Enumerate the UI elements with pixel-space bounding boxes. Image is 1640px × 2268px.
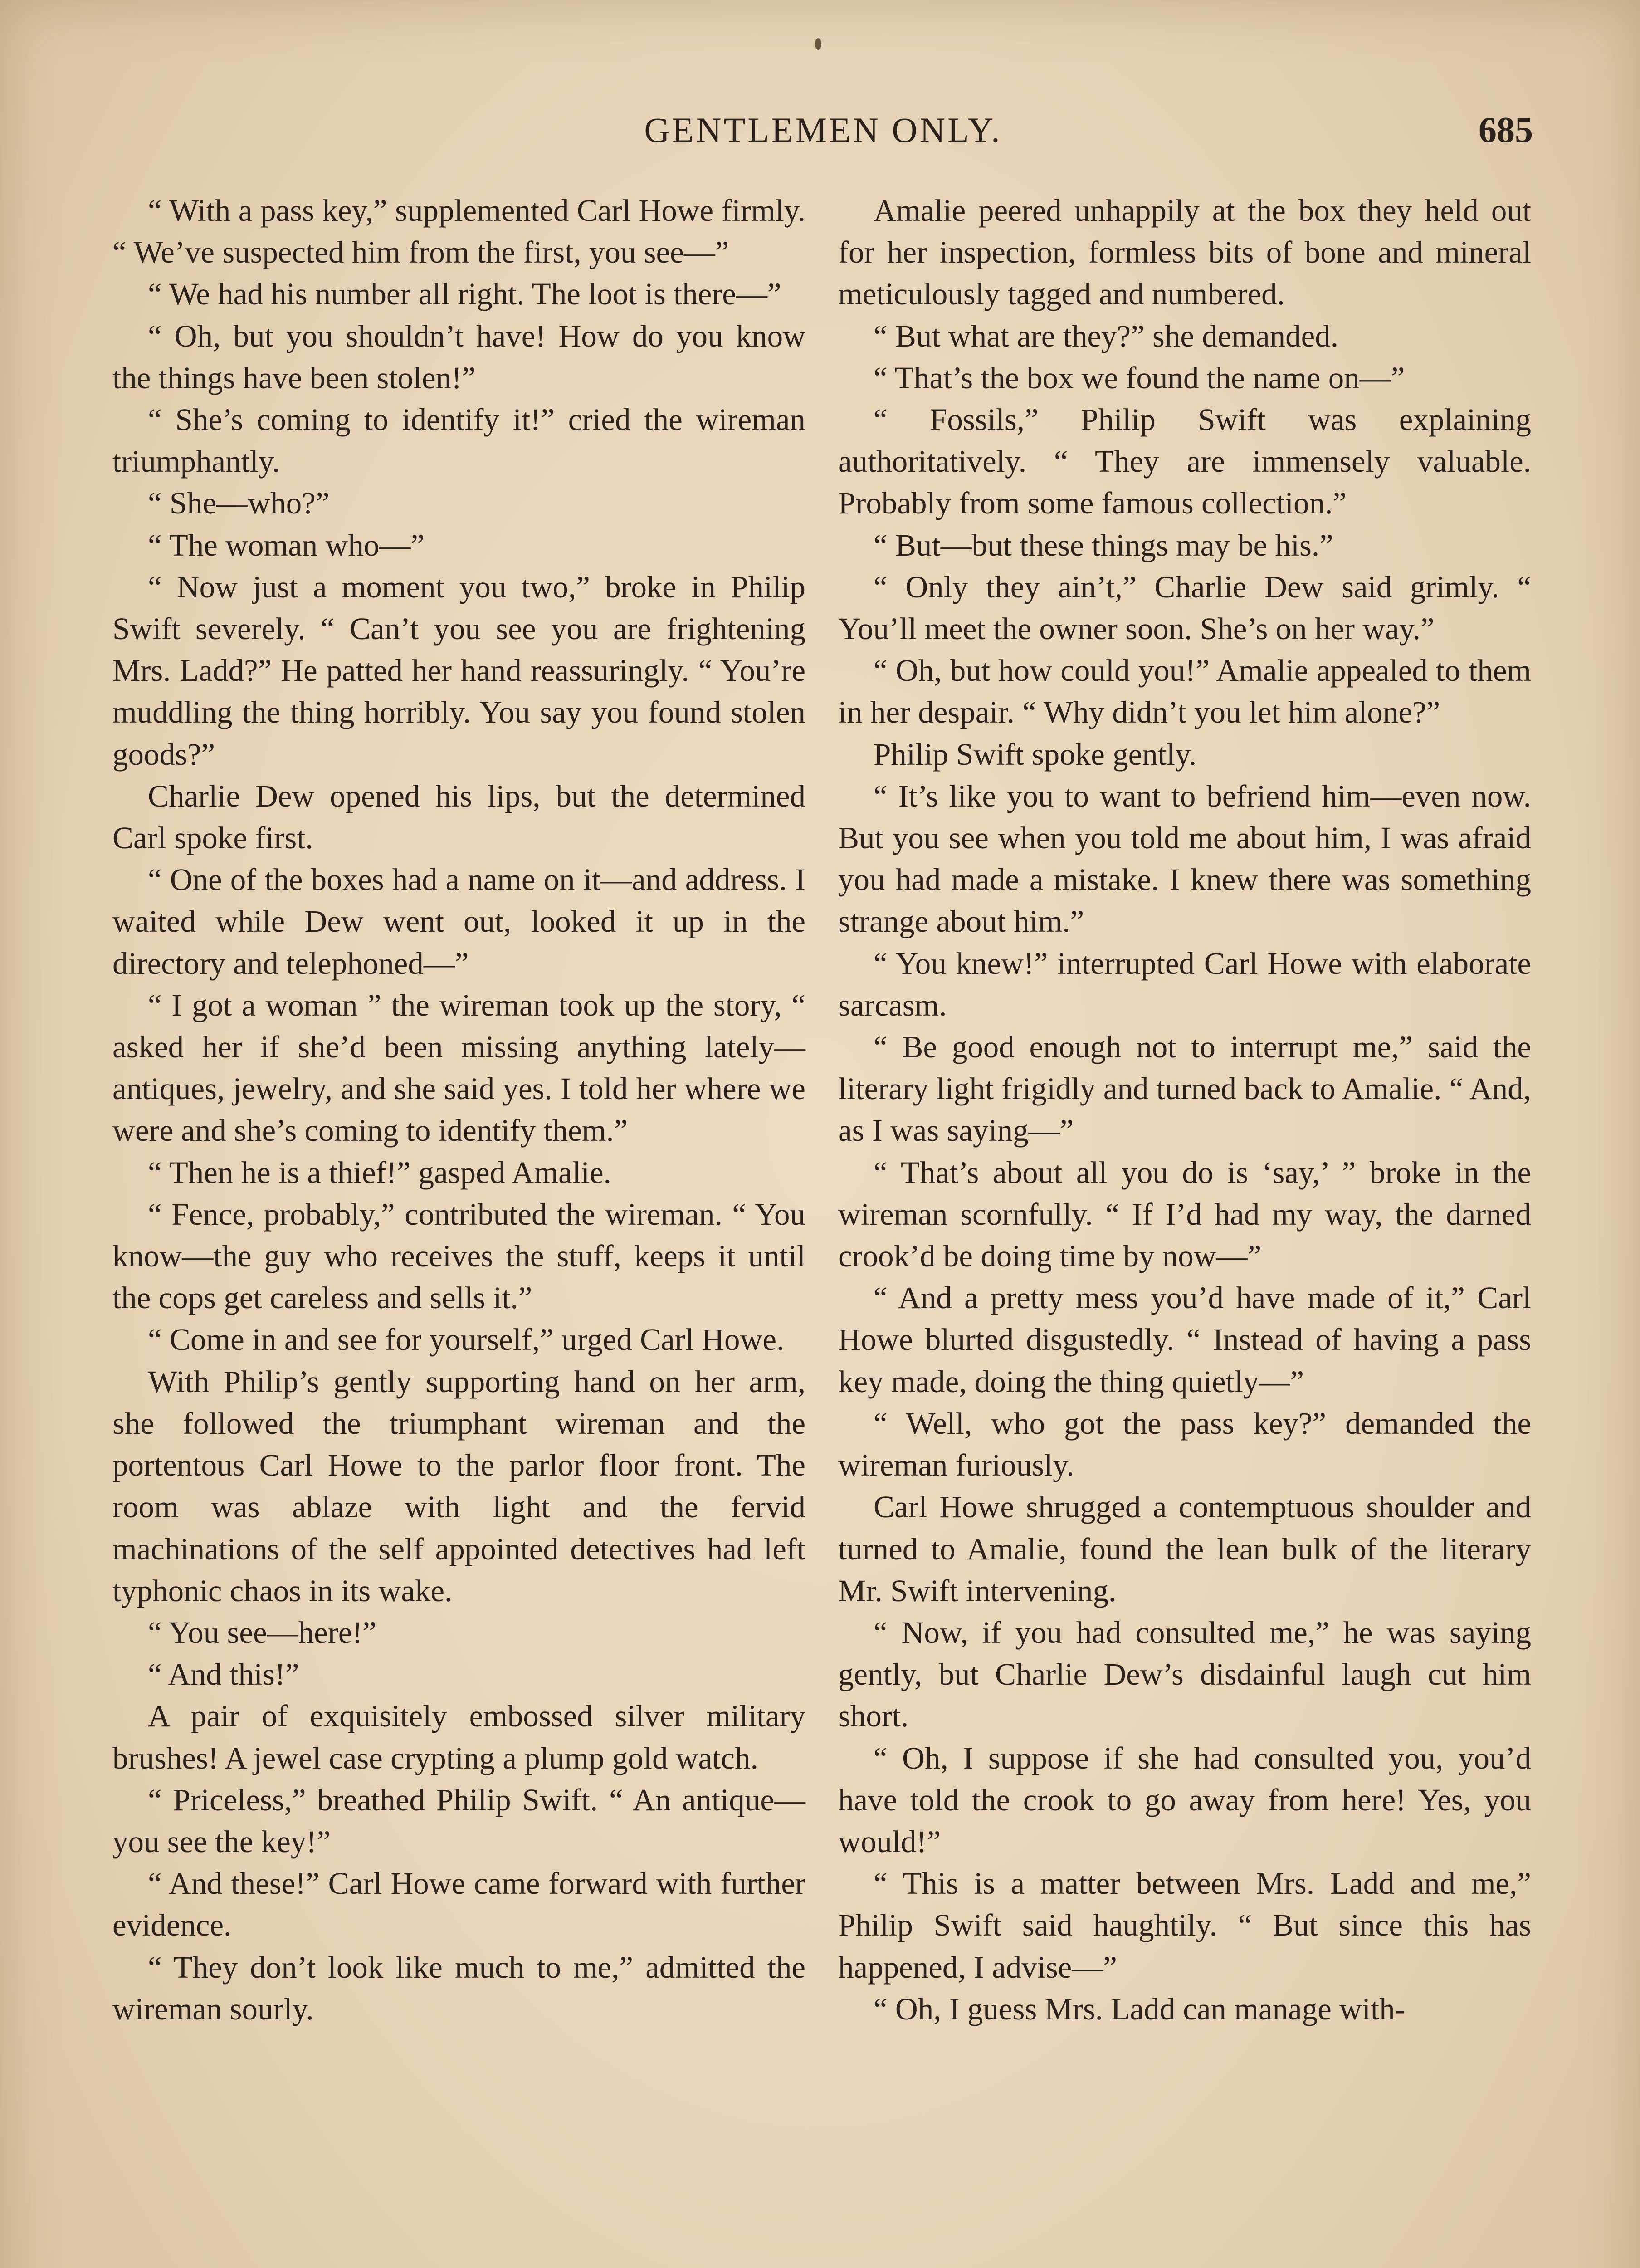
paragraph: “ Be good enough not to interrupt me,” said the literary light frigidly and turned back to Amalie. “ And, as I was saying—” <box>838 1030 1531 1148</box>
paragraph: Amalie peered unhappily at the box they held out for her inspection, formless bits of bone and mineral meticulously tagged and numbered. <box>838 193 1531 312</box>
paragraph: “ This is a matter between Mrs. Ladd and me,” Philip Swift said haughtily. “ But since this has happened, I advise—” <box>838 1866 1531 1984</box>
paragraph: “ It’s like you to want to befriend him—even now. But you see when you told me about him, I was afraid you had made a mistake. I knew there was something strange about him.” <box>838 778 1531 939</box>
paragraph: “ That’s the box we found the name on—” <box>874 360 1405 395</box>
paragraph: “ And a pretty mess you’d have made of it,” Carl Howe blurted disgustedly. “ Instead of having a pass key made, doing the thing quietly—” <box>838 1281 1531 1399</box>
left-text-column <box>112 190 805 2030</box>
paragraph: “ She—who?” <box>148 486 330 521</box>
paragraph: “ Fossils,” Philip Swift was explaining authoritatively. “ They are immensely valuable. Probably from some famous collection.” <box>838 402 1531 521</box>
right-text-column <box>838 190 1531 2030</box>
paragraph: “ I got a woman ” the wireman took up the story, “ asked her if she’d been missing anything lately—antiques, jewelry, and she said yes. I told her where we were and she’s coming to identify them.” <box>112 987 805 1148</box>
paragraph: “ Oh, but you shouldn’t have! How do you know the things have been stolen!” <box>112 318 805 395</box>
paragraph: “ One of the boxes had a name on it—and address. I waited while Dew went out, looked it up in the directory and telephoned—” <box>112 862 805 981</box>
paragraph: With Philip’s gently supporting hand on her arm, she followed the triumphant wireman and the portentous Carl Howe to the parlor floor front. The room was ablaze with light and the fervid machinations of the self appointed detectives had left typhonic chaos in its wake. <box>112 1364 805 1608</box>
ink-speck <box>815 38 821 50</box>
paragraph: “ Fence, probably,” contributed the wireman. “ You know—the guy who receives the stuff, keeps it until the cops get careless and sells it.” <box>112 1197 805 1315</box>
paragraph: “ With a pass key,” supplemented Carl Howe firmly. “ We’ve suspected him from the first, you see—” <box>112 193 805 270</box>
page-number: 685 <box>1479 110 1533 150</box>
paragraph: “ But what are they?” she demanded. <box>874 318 1338 353</box>
paragraph: “ The woman who—” <box>148 528 425 562</box>
paragraph: “ Now, if you had consulted me,” he was saying gently, but Charlie Dew’s disdainful laugh cut him short. <box>838 1615 1531 1734</box>
paragraph: Philip Swift spoke gently. <box>874 737 1197 772</box>
paragraph: Carl Howe shrugged a contemptuous shoulder and turned to Amalie, found the lean bulk of the literary Mr. Swift intervening. <box>838 1490 1531 1608</box>
paragraph: “ You knew!” interrupted Carl Howe with elaborate sarcasm. <box>838 946 1531 1022</box>
paragraph: “ Only they ain’t,” Charlie Dew said grimly. “ You’ll meet the owner soon. She’s on her way.” <box>838 569 1531 646</box>
paragraph: “ We had his number all right. The loot is there—” <box>148 277 781 312</box>
paragraph: “ And this!” <box>148 1657 299 1692</box>
paragraph: “ But—but these things may be his.” <box>874 528 1333 562</box>
paragraph: “ Now just a moment you two,” broke in Philip Swift severely. “ Can’t you see you are frightening Mrs. Ladd?” He patted her hand reassuringly. “ You’re muddling the thing horribly. You say you found stolen goods?” <box>112 569 805 772</box>
paragraph: A pair of exquisitely embossed silver military brushes! A jewel case crypting a plump gold watch. <box>112 1699 805 1775</box>
paragraph: “ That’s about all you do is ‘say,’ ” broke in the wireman scornfully. “ If I’d had my way, the darned crook’d be doing time by now—” <box>838 1155 1531 1274</box>
paragraph: “ She’s coming to identify it!” cried the wireman triumphantly. <box>112 402 805 479</box>
paragraph: “ You see—here!” <box>148 1615 376 1650</box>
paragraph: “ Then he is a thief!” gasped Amalie. <box>148 1155 611 1190</box>
running-header <box>113 105 1533 155</box>
paragraph: Charlie Dew opened his lips, but the determined Carl spoke first. <box>112 778 805 855</box>
paragraph: “ Oh, but how could you!” Amalie appealed to them in her despair. “ Why didn’t you let him alone?” <box>838 653 1531 730</box>
paragraph: “ Priceless,” breathed Philip Swift. “ An antique—you see the key!” <box>112 1782 805 1859</box>
page-title: GENTLEMEN ONLY. <box>644 110 1002 150</box>
paragraph: “ They don’t look like much to me,” admitted the wireman sourly. <box>112 1950 805 2026</box>
paragraph: “ Come in and see for yourself,” urged Carl Howe. <box>148 1322 785 1357</box>
paragraph: “ And these!” Carl Howe came forward with further evidence. <box>112 1866 805 1943</box>
paragraph: “ Well, who got the pass key?” demanded the wireman furiously. <box>838 1406 1531 1483</box>
paragraph: “ Oh, I suppose if she had consulted you, you’d have told the crook to go away from here! Yes, you would!” <box>838 1740 1531 1859</box>
paragraph: “ Oh, I guess Mrs. Ladd can manage with- <box>874 1991 1406 2026</box>
